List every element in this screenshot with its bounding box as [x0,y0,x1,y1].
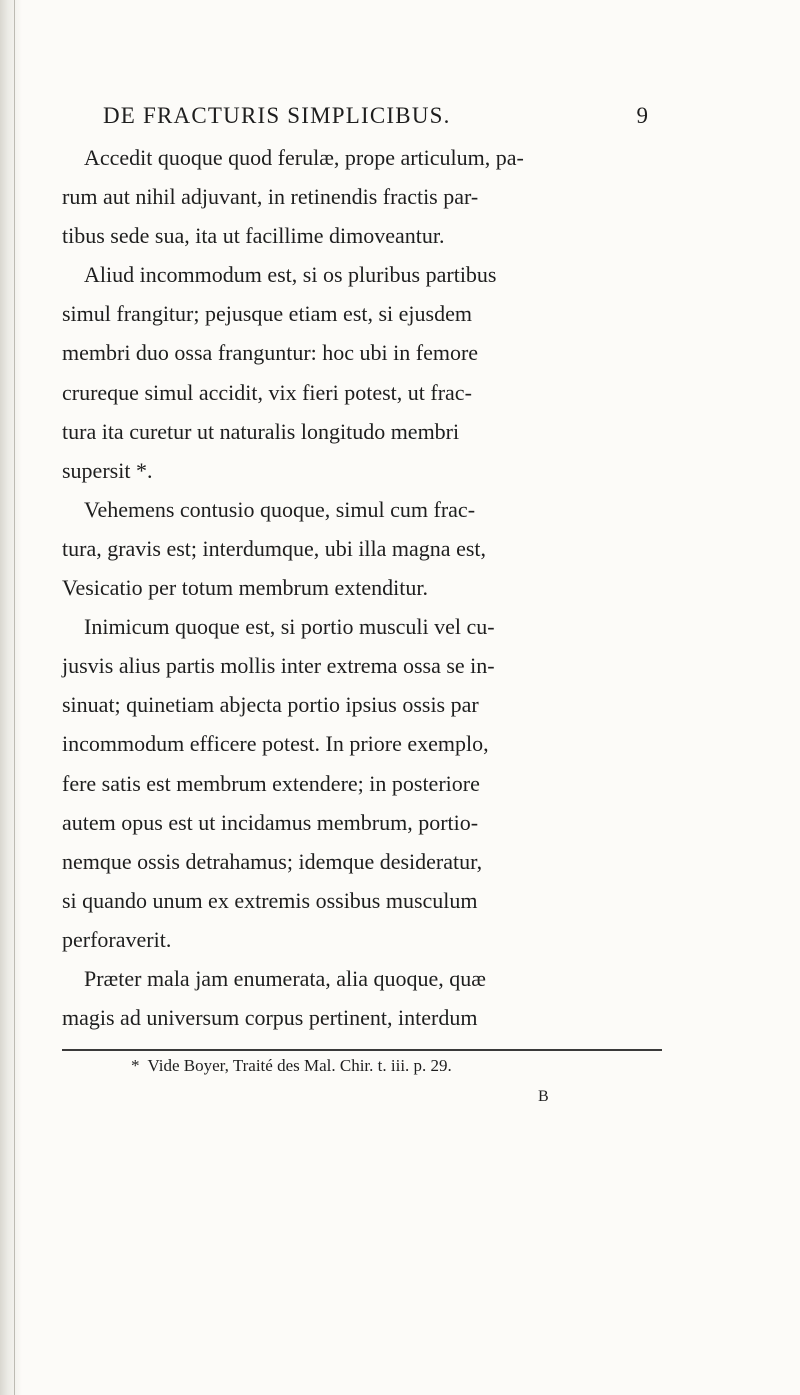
text-line: tura, gravis est; interdumque, ubi illa magna est, [62,535,487,561]
text-line: tibus sede sua, ita ut facillime dimoveantur. [62,223,445,249]
text-line: incommodum efficere potest. In priore exemplo, [62,731,489,757]
text-line: si quando unum ex extremis ossibus musculum [62,887,478,913]
text-line: rum aut nihil adjuvant, in retinendis fractis par- [62,184,479,210]
text-line: perforaverit. [62,926,172,952]
text-line: membri duo ossa franguntur: hoc ubi in femore [62,340,479,366]
body-text [62,138,662,1037]
binding-edge [0,0,22,1395]
text-line: fere satis est membrum extendere; in posteriore [62,770,480,796]
text-line: tura ita curetur ut naturalis longitudo membri [62,418,460,444]
footnote [131,1056,452,1076]
text-line: Præter mala jam enumerata, alia quoque, quæ [84,965,486,991]
text-line: Accedit quoque quod ferulæ, prope articulum, pa- [84,145,524,170]
binding-line [14,0,15,1395]
text-line: Vehemens contusio quoque, simul cum frac- [84,496,476,522]
text-line: simul frangitur; pejusque etiam est, si ejusdem [62,301,472,327]
text-line: Aliud incommodum est, si os pluribus partibus [84,262,497,288]
footnote-marker: * [131,1056,140,1075]
text-line: magis ad universum corpus pertinent, interdum [62,1005,478,1031]
running-title: DE FRACTURIS SIMPLICIBUS. [103,103,451,128]
running-header [103,103,648,137]
text-line: Inimicum quoque est, si portio musculi vel cu- [84,614,495,640]
footnote-text: Vide Boyer, Traité des Mal. Chir. t. iii. p. 29. [147,1056,452,1075]
text-line: Vesicatio per totum membrum extenditur. [62,575,428,601]
text-line: jusvis alius partis mollis inter extrema ossa se in- [62,653,495,679]
text-line: nemque ossis detrahamus; idemque desideratur, [62,848,483,874]
text-line: sinuat; quinetiam abjecta portio ipsius ossis par [62,692,479,718]
signature-mark: B [538,1088,549,1105]
text-line: supersit *. [62,457,153,483]
text-line: autem opus est ut incidamus membrum, portio- [62,809,479,835]
text-line: crureque simul accidit, vix fieri potest, ut frac- [62,379,472,405]
footnote-rule [62,1049,662,1051]
page-number: 9 [636,103,648,128]
